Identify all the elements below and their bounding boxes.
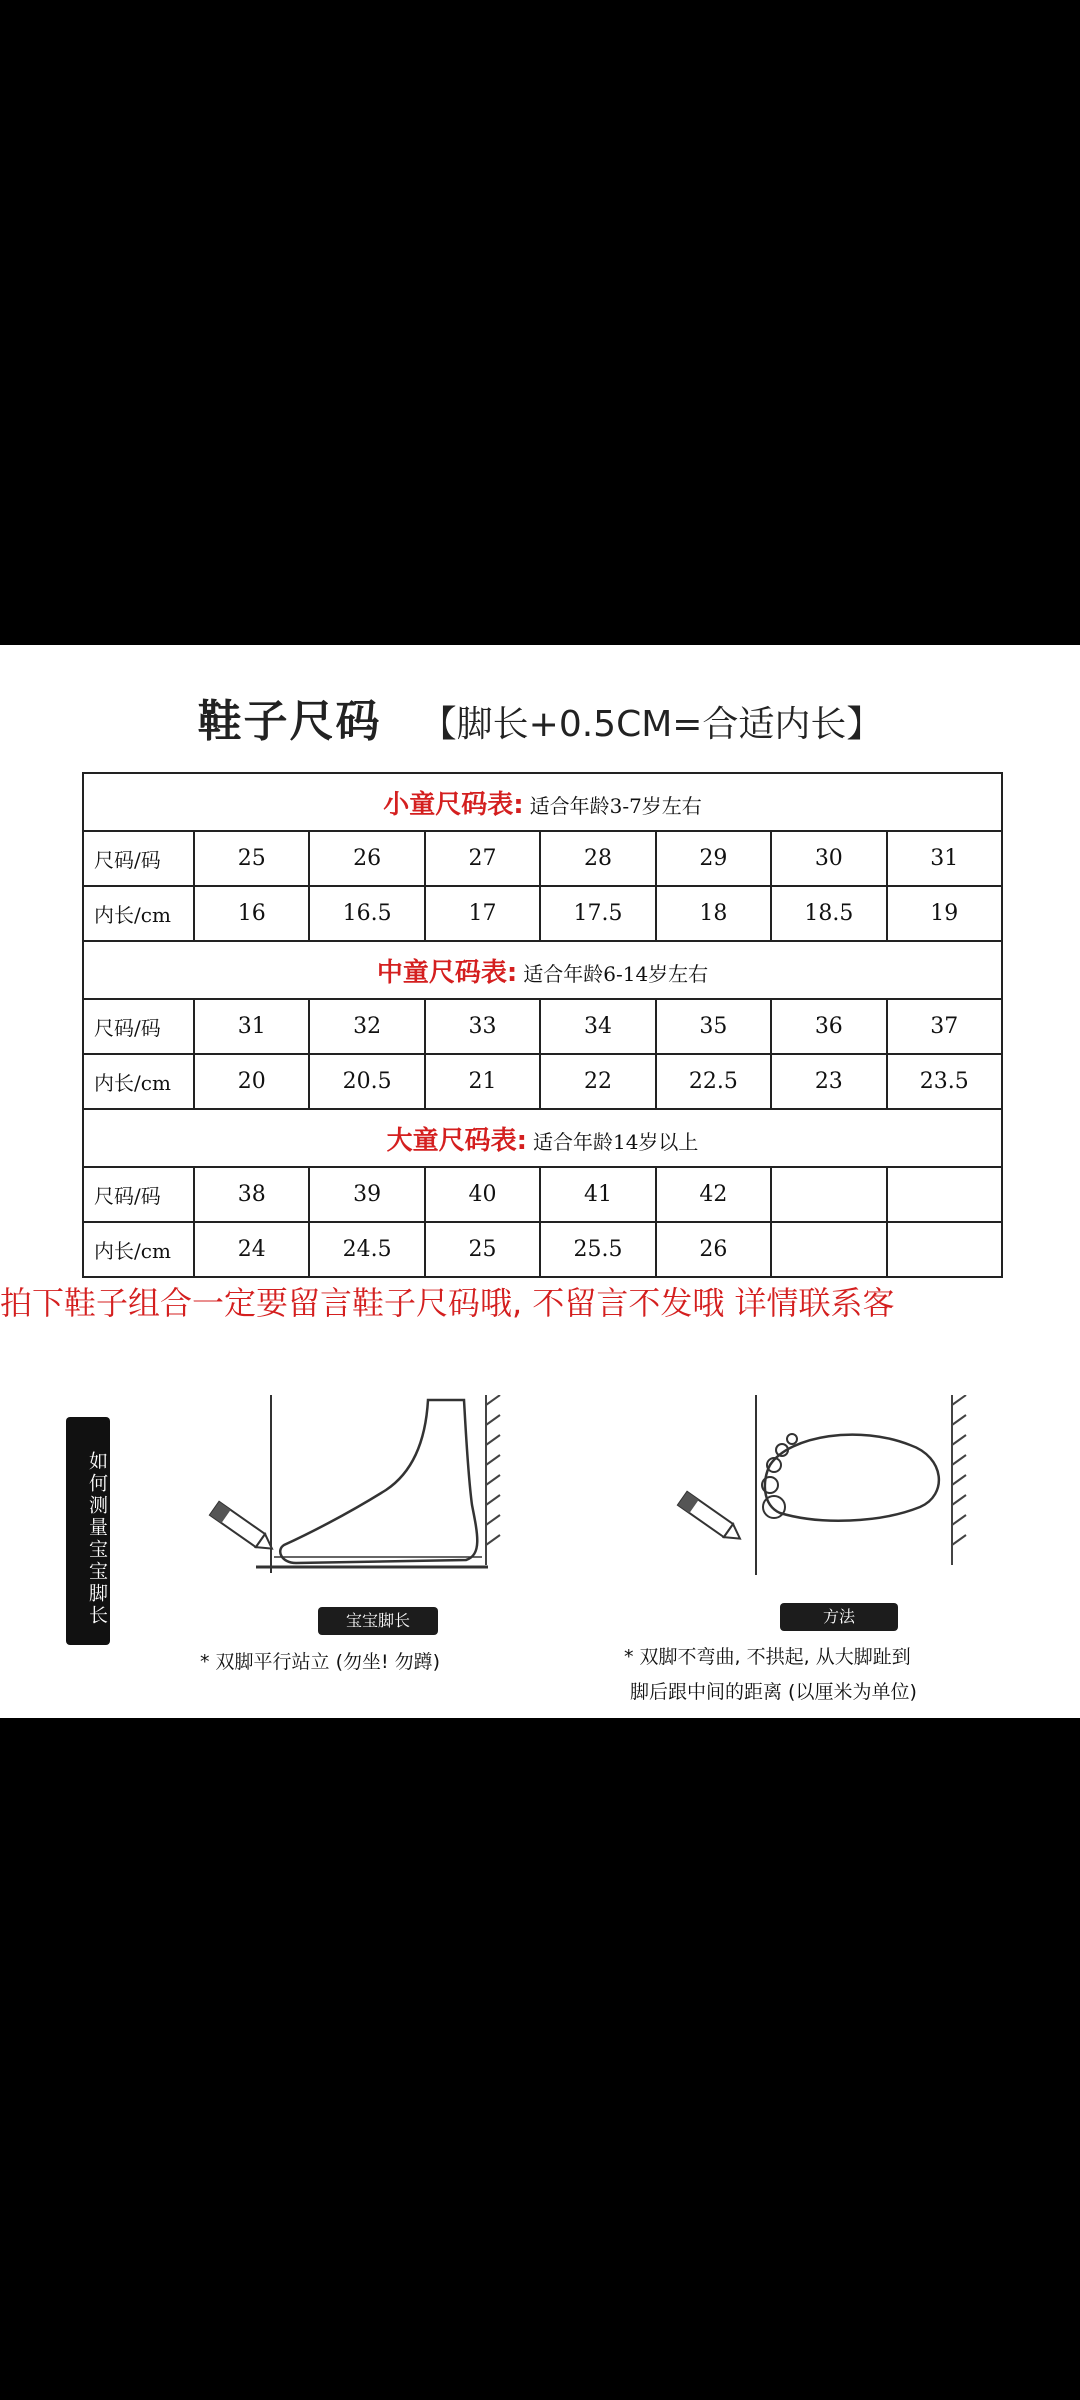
table-cell: 25.5 [540,1222,655,1277]
table-cell: 23.5 [887,1054,1002,1109]
title-row [0,685,1080,755]
table-cell: 20.5 [309,1054,424,1109]
wall-hatch [486,1395,500,1565]
row-label: 内长/cm [83,1222,194,1277]
baby-foot-length-tag: 宝宝脚长 [318,1607,438,1635]
foot-side-view-illustration [196,1395,536,1595]
table-cell [771,1222,886,1277]
row-label: 内长/cm [83,1054,194,1109]
table-cell: 22 [540,1054,655,1109]
table-cell: 19 [887,886,1002,941]
foot-top-view-illustration [670,1395,980,1595]
row-label: 尺码/码 [83,999,194,1054]
section-title: 中童尺码表: [376,957,518,988]
foot-outline [280,1400,477,1563]
table-cell: 33 [425,999,540,1054]
table-cell: 35 [656,999,771,1054]
table-cell: 27 [425,831,540,886]
table-cell: 25 [194,831,309,886]
table-cell: 18.5 [771,886,886,941]
table-cell: 29 [656,831,771,886]
table-cell: 42 [656,1167,771,1222]
length-row [83,1222,1002,1277]
size-row [83,999,1002,1054]
table-cell: 22.5 [656,1054,771,1109]
section-header-row [83,941,1002,999]
size-chart-panel [0,645,1080,1718]
section-age-range: 适合年龄3-7岁左右 [529,793,702,818]
table-cell: 16 [194,886,309,941]
row-label: 内长/cm [83,886,194,941]
table-cell: 36 [771,999,886,1054]
table-cell: 18 [656,886,771,941]
size-row [83,1167,1002,1222]
section-title: 小童尺码表: [383,789,524,820]
table-cell: 20 [194,1054,309,1109]
table-cell: 24.5 [309,1222,424,1277]
table-cell: 26 [656,1222,771,1277]
table-cell: 24 [194,1222,309,1277]
length-row [83,1054,1002,1109]
table-cell: 39 [309,1167,424,1222]
left-caption: * 双脚平行站立 (勿坐! 勿蹲) [200,1651,441,1673]
pen-icon [210,1502,277,1555]
table-cell: 38 [194,1167,309,1222]
section-header [83,1109,1002,1167]
size-table [82,772,1003,1278]
section-age-range: 适合年龄6-14岁左右 [523,961,709,986]
how-to-measure-label: 如何测量宝宝脚长 [66,1417,110,1645]
table-cell: 37 [887,999,1002,1054]
section-header-row [83,1109,1002,1167]
table-cell: 30 [771,831,886,886]
table-cell [887,1222,1002,1277]
notice-text: 拍下鞋子组合一定要留言鞋子尺码哦, 不留言不发哦 详情联系客 [0,1284,895,1322]
right-caption-2: 脚后跟中间的距离 (以厘米为单位) [630,1681,917,1703]
right-caption-1: * 双脚不弯曲, 不拱起, 从大脚趾到 [624,1646,911,1668]
section-header-row [83,773,1002,831]
table-cell: 41 [540,1167,655,1222]
table-cell: 34 [540,999,655,1054]
row-label: 尺码/码 [83,1167,194,1222]
section-header [83,941,1002,999]
wall-hatch-right [952,1395,966,1565]
table-cell [887,1167,1002,1222]
table-cell: 28 [540,831,655,886]
table-cell: 31 [887,831,1002,886]
table-cell: 25 [425,1222,540,1277]
table-cell: 26 [309,831,424,886]
sole-outline [765,1435,939,1521]
row-label: 尺码/码 [83,831,194,886]
section-title: 大童尺码表: [386,1125,527,1156]
table-cell [771,1167,886,1222]
section-header [83,773,1002,831]
table-cell: 23 [771,1054,886,1109]
pen-icon-right [678,1492,745,1545]
size-row [83,831,1002,886]
table-cell: 17 [425,886,540,941]
section-age-range: 适合年龄14岁以上 [532,1129,699,1154]
table-cell: 31 [194,999,309,1054]
page-title: 鞋子尺码 [197,696,382,747]
length-row [83,886,1002,941]
table-cell: 17.5 [540,886,655,941]
table-cell: 32 [309,999,424,1054]
title-note: 【脚长+0.5CM=合适内长】 [420,704,883,745]
table-cell: 40 [425,1167,540,1222]
table-cell: 21 [425,1054,540,1109]
method-tag: 方法 [780,1603,898,1631]
table-cell: 16.5 [309,886,424,941]
